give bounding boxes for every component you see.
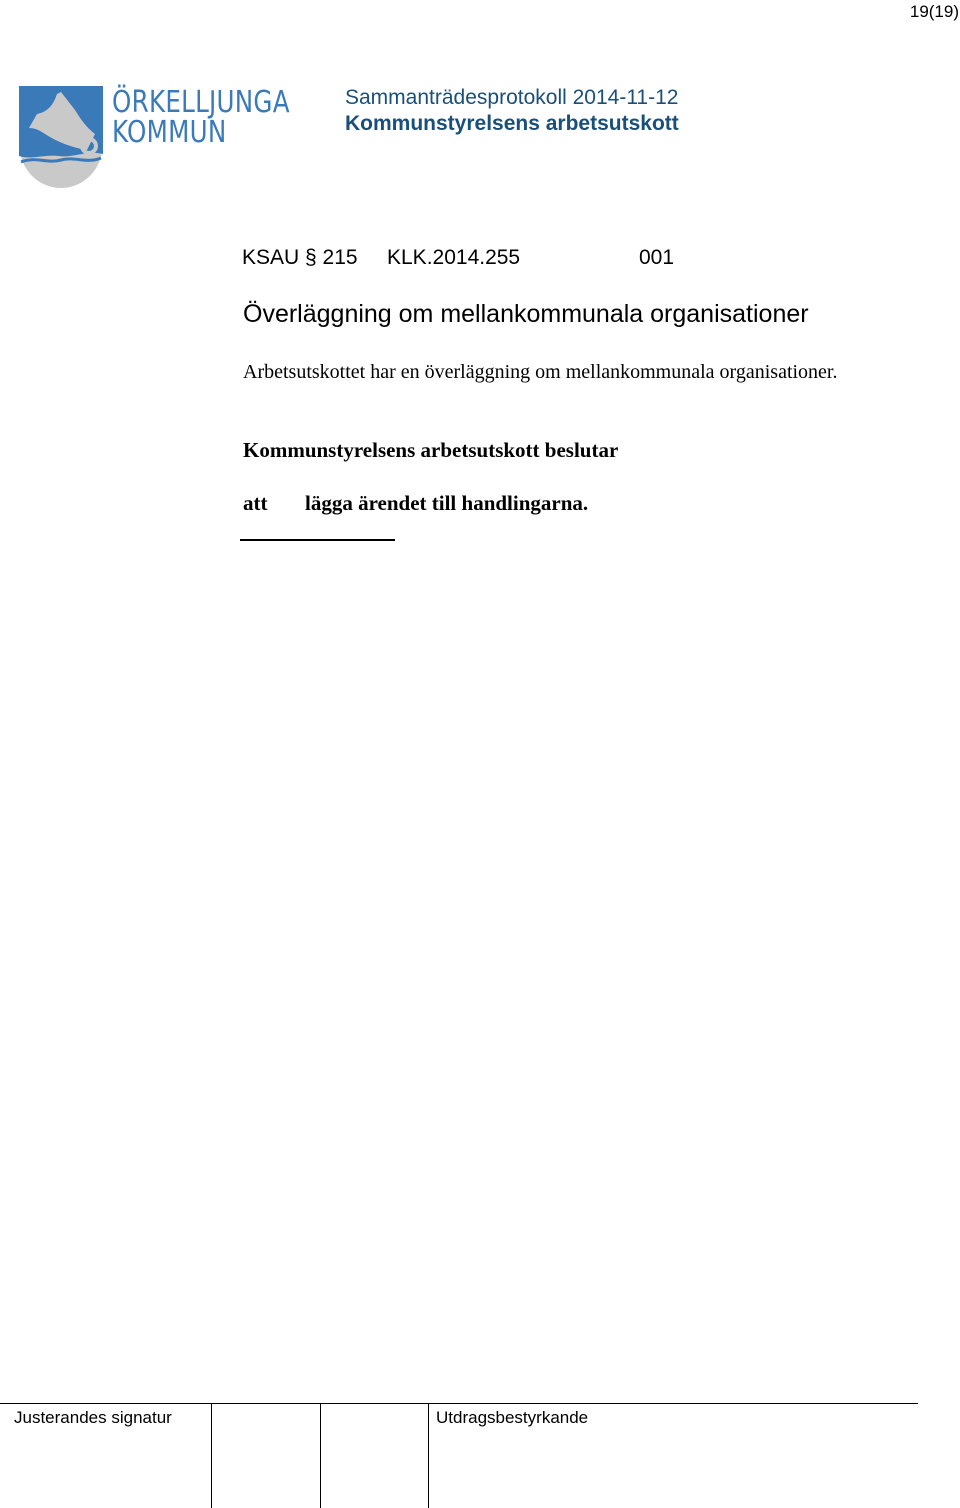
archive-code: 001 [639,246,675,269]
signature-footer [0,1403,918,1508]
footer-divider [320,1403,321,1508]
item-heading: Överläggning om mellankommunala organisationer [243,300,809,328]
logo-line-1: ÖRKELLJUNGA [112,85,290,120]
page-number: 19(19) [909,2,959,21]
item-description: Arbetsutskottet har en överläggning om mellankommunala organisationer. [243,361,838,383]
footer-divider [428,1403,429,1508]
case-number: KLK.2014.255 [387,246,521,269]
committee-name: Kommunstyrelsens arbetsutskott [345,112,679,135]
logo-text [112,85,329,150]
end-rule [240,539,395,541]
decision-prefix: att [243,491,268,515]
decision-title: Kommunstyrelsens arbetsutskott beslutar [243,438,619,462]
signature-label: Justerandes signatur [14,1408,172,1427]
section-number: KSAU § 215 [242,246,358,269]
protocol-title: Sammanträdesprotokoll 2014-11-12 [345,86,679,109]
certification-label: Utdragsbestyrkande [436,1408,589,1427]
footer-divider [211,1403,212,1508]
decision-text: lägga ärendet till handlingarna. [305,491,589,515]
footer-top-line [0,1403,918,1404]
logo-line-2: KOMMUN [112,115,227,150]
